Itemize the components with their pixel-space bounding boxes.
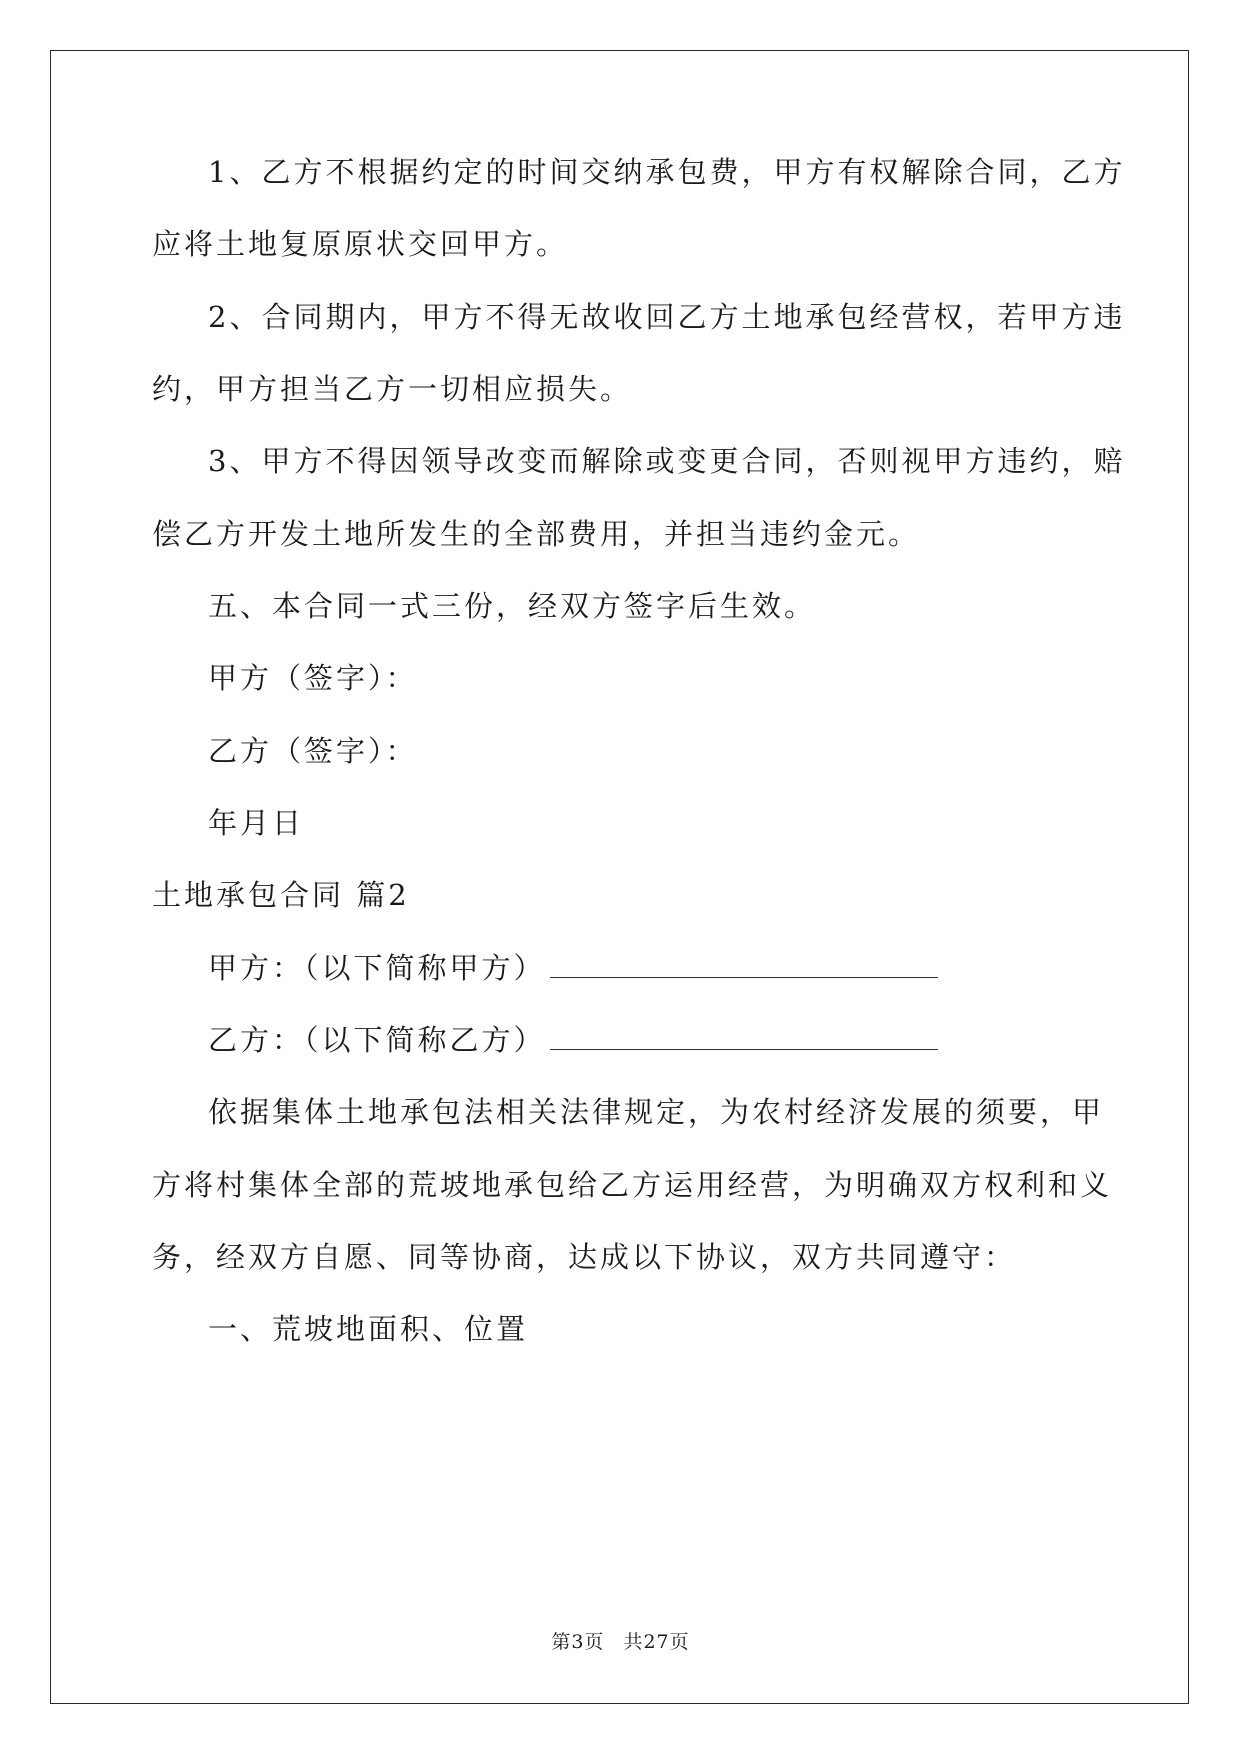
clause-1-line-1: 1、乙方不根据约定的时间交纳承包费，甲方有权解除合同，乙方 [208, 155, 1126, 189]
date-line: 年月日 [208, 806, 305, 840]
clause-2-line-2: 约，甲方担当乙方一切相应损失。 [152, 372, 633, 406]
clause-2-line-1: 2、合同期内，甲方不得无故收回乙方土地承包经营权，若甲方违 [208, 300, 1126, 334]
party-a-label: 甲方：（以下简称甲方） [208, 951, 546, 985]
clause-1-line-2: 应将土地复原原状交回甲方。 [152, 227, 569, 261]
party-b-blank [550, 1023, 938, 1050]
page-number: 第3页 [551, 1631, 605, 1653]
total-pages: 共27页 [623, 1631, 690, 1653]
clause-3-line-2: 偿乙方开发土地所发生的全部费用，并担当违约金元。 [152, 517, 921, 551]
clause-3-line-1: 3、甲方不得因领导改变而解除或变更合同，否则视甲方违约，赔 [208, 444, 1126, 478]
clause-5: 五、本合同一式三份，经双方签字后生效。 [208, 589, 817, 623]
section-title: 土地承包合同 篇2 [152, 878, 410, 912]
preamble-line-3: 务，经双方自愿、同等协商，达成以下协议，双方共同遵守： [152, 1240, 1017, 1274]
section-1-heading: 一、荒坡地面积、位置 [208, 1312, 529, 1346]
party-a-blank [550, 951, 938, 978]
page-footer [0, 1627, 1241, 1654]
party-b-label: 乙方：（以下简称乙方） [208, 1023, 546, 1057]
party-a-signature: 甲方（签字）： [208, 661, 418, 695]
party-b-line [208, 1022, 938, 1058]
preamble-line-2: 方将村集体全部的荒坡地承包给乙方运用经营，为明确双方权利和义 [152, 1168, 1113, 1202]
preamble-line-1: 依据集体土地承包法相关法律规定，为农村经济发展的须要，甲 [208, 1095, 1105, 1129]
party-b-signature: 乙方（签字）： [208, 734, 418, 768]
party-a-line [208, 950, 938, 986]
